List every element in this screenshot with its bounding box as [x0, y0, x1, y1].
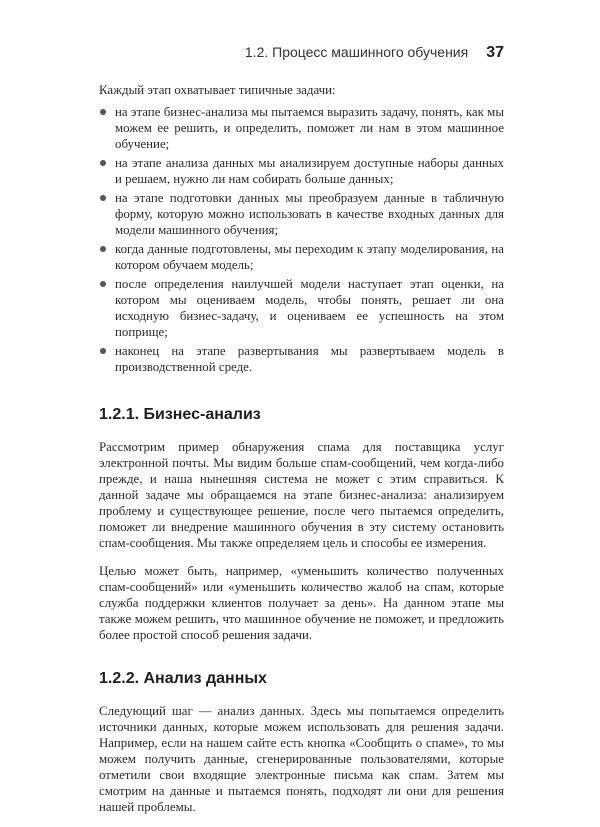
section-paragraph: Целью может быть, например, «уменьшить количество полученных спам-сообщений» или «уменьшить количество жалоб на спам, которые служба поддержки клиентов получает за день». На данном этапе мы также можем решить, что машинное обучение не поможет, и предложить более простой способ решения задачи. — [99, 564, 504, 642]
list-item-text: на этапе подготовки данных мы преобразуем данные в табличную форму, которую можно использовать в качестве входных данных для модели машинного обучения; — [115, 191, 504, 237]
bullet-icon — [100, 246, 106, 252]
page-content — [99, 82, 504, 827]
list-item-text: на этапе анализа данных мы анализируем доступные наборы данных и решаем, нужно ли нам собирать больше данных; — [115, 156, 504, 186]
bullet-icon — [100, 281, 106, 287]
section-paragraph: Рассмотрим пример обнаружения спама для поставщика услуг электронной почты. Мы видим больше спам-сообщений, чем когда-либо прежде, и наша нынешняя система не может с этим справиться. К данной задаче мы обращаемся на этапе бизнес-анализа: анализируем проблему и существующее решение, после чего пытаемся определить, поможет ли внедрение машинного обучения в эту систему остановить спам-сообщения. Мы также определяем цель и способы ее измерения. — [99, 440, 504, 550]
bullet-icon — [100, 109, 106, 115]
bullet-icon — [100, 195, 106, 201]
page-number: 37 — [486, 44, 504, 61]
list-item-text: после определения наилучшей модели наступает этап оценки, на котором мы оцениваем модель, чтобы понять, решает ли она исходную бизнес-задачу, и оцениваем ее успешность на этом поприще; — [115, 277, 504, 339]
running-title: 1.2. Процесс машинного обучения — [244, 44, 469, 60]
list-item — [99, 104, 504, 152]
bullet-icon — [100, 160, 106, 166]
list-item — [99, 155, 504, 187]
list-item-text: когда данные подготовлены, мы переходим к этапу моделирования, на котором обучаем модель; — [115, 242, 504, 272]
list-item — [99, 276, 504, 340]
running-head — [245, 44, 504, 62]
section-heading-data-analysis: 1.2.2. Анализ данных — [99, 670, 267, 687]
list-item — [99, 241, 504, 273]
list-item-text: наконец на этапе развертывания мы развертываем модель в производственной среде. — [115, 344, 504, 374]
section-heading-business-analysis: 1.2.1. Бизнес-анализ — [99, 406, 261, 423]
intro-paragraph: Каждый этап охватывает типичные задачи: — [99, 83, 336, 97]
list-item — [99, 343, 504, 375]
list-item — [99, 190, 504, 238]
task-list — [99, 104, 504, 375]
section-paragraph: Следующий шаг — анализ данных. Здесь мы попытаемся определить источники данных, которые можем использовать для решения задачи. Например, если на нашем сайте есть кнопка «Сообщить о спаме», то мы можем получить данные, сгенерированные пользователями, которые отметили свои входящие электронные письма как спам. Затем мы смотрим на данные и пытаемся понять, подходят ли они для решения нашей проблемы. — [99, 704, 504, 814]
list-item-text: на этапе бизнес-анализа мы пытаемся выразить задачу, понять, как мы можем ее решить, и определить, поможет ли нам в этом машинное обучение; — [115, 105, 504, 151]
bullet-icon — [100, 348, 106, 354]
